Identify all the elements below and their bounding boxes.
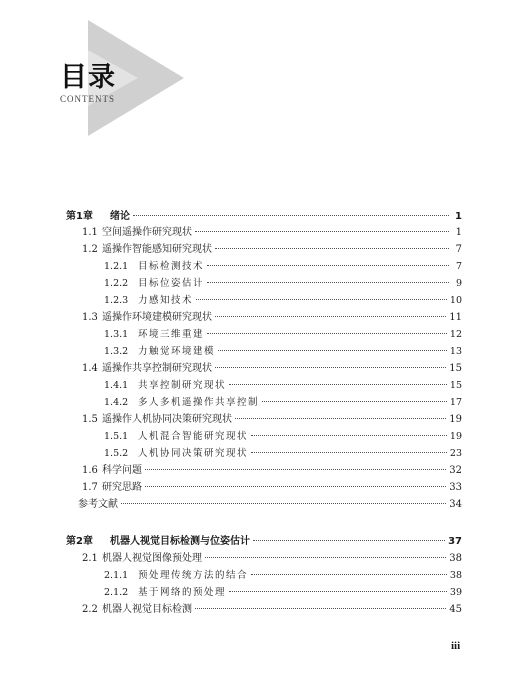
toc-entry-section[interactable]: [82, 310, 462, 326]
toc-entry-page: 7: [455, 261, 462, 272]
toc-entry-page: 38: [449, 570, 462, 581]
toc-entry-sub[interactable]: [104, 568, 462, 584]
toc-entry-page: 38: [449, 553, 462, 564]
toc-entry-sub[interactable]: [104, 344, 462, 360]
toc-entry-page: 12: [449, 329, 462, 340]
toc-entry-number: 1.2.2: [104, 278, 129, 289]
toc-entry-number: 2.1.2: [104, 587, 129, 598]
toc-entry-number: 2.1: [82, 553, 98, 564]
toc-leader-dots: [207, 333, 447, 334]
toc-entry-title: 遥操作环境建模研究现状: [102, 312, 212, 323]
toc-entry-title: 研究思路: [102, 482, 142, 493]
toc-leader-dots: [145, 469, 446, 470]
toc-entry-number: 2.1.1: [104, 570, 129, 581]
toc-entry-page: 45: [449, 604, 462, 615]
toc-entry-sub[interactable]: [104, 327, 462, 343]
toc-entry-page: 15: [449, 363, 462, 374]
toc-entry-title: 预处理传统方法的结合: [138, 570, 249, 581]
toc-entry-title: 遥操作共享控制研究现状: [102, 363, 212, 374]
toc-entry-number: 第2章: [66, 536, 93, 547]
toc-entry-page: 15: [449, 380, 462, 391]
toc-entry-section[interactable]: [82, 412, 462, 428]
page-number: iii: [451, 640, 461, 652]
toc-leader-dots: [262, 401, 447, 402]
toc-entry-title: 科学问题: [102, 465, 142, 476]
toc-entry-title: 机器人视觉目标检测与位姿估计: [110, 536, 250, 547]
toc-leader-dots: [251, 574, 447, 575]
toc-entry-title: 遥操作人机协同决策研究现状: [102, 414, 232, 425]
toc-entry-title: 目标检测技术: [138, 261, 205, 272]
toc-entry-page: 1: [455, 211, 462, 222]
toc-entry-section[interactable]: [82, 480, 462, 496]
page-title: 目录: [60, 62, 116, 93]
toc-entry-page: 7: [455, 244, 462, 255]
toc-leader-dots: [133, 215, 449, 216]
toc-leader-dots: [121, 503, 446, 504]
toc-leader-dots: [251, 435, 447, 436]
toc-entry-title: 基于网络的预处理: [138, 587, 227, 598]
toc-entry-number: 1.4: [82, 363, 98, 374]
toc-entry-title: 空间遥操作研究现状: [102, 227, 192, 238]
toc-leader-dots: [145, 486, 446, 487]
toc-leader-dots: [229, 591, 447, 592]
page-subtitle: CONTENTS: [60, 94, 115, 104]
toc-entry-sub[interactable]: [104, 259, 462, 275]
toc-entry-page: 13: [449, 346, 462, 357]
toc-leader-dots: [229, 384, 447, 385]
toc-entry-sub[interactable]: [104, 276, 462, 292]
toc-entry-sub[interactable]: [104, 446, 462, 462]
toc-entry-page: 17: [449, 397, 462, 408]
toc-entry-number: 1.5.1: [104, 431, 129, 442]
toc-entry-chapter[interactable]: [66, 209, 462, 225]
toc-leader-dots: [195, 608, 446, 609]
toc-entry-title: 人机协同决策研究现状: [138, 448, 249, 459]
toc-entry-section[interactable]: [82, 551, 462, 567]
toc-entry-section[interactable]: [82, 225, 462, 241]
toc-leader-dots: [215, 367, 446, 368]
toc-leader-dots: [196, 299, 447, 300]
toc-leader-dots: [253, 540, 445, 541]
toc-entry-title: 遥操作智能感知研究现状: [102, 244, 212, 255]
toc-entry-number: 1.5.2: [104, 448, 129, 459]
toc-entry-sub[interactable]: [104, 429, 462, 445]
toc-entry-title: 环境三维重建: [138, 329, 205, 340]
toc-entry-page: 23: [449, 448, 462, 459]
toc-entry-title: 多人多机遥操作共享控制: [138, 397, 260, 408]
toc-entry-section[interactable]: [82, 602, 462, 618]
toc-leader-dots: [207, 282, 449, 283]
toc-leader-dots: [235, 418, 446, 419]
toc-entry-title: 机器人视觉目标检测: [102, 604, 192, 615]
toc-leader-dots: [195, 231, 449, 232]
toc-leader-dots: [205, 557, 446, 558]
toc-entry-number: 1.2.3: [104, 295, 129, 306]
toc-entry-number: 1.1: [82, 227, 98, 238]
toc-entry-section[interactable]: [82, 463, 462, 479]
toc-leader-dots: [207, 265, 449, 266]
toc-entry-number: 1.2.1: [104, 261, 129, 272]
toc-entry-number: 第1章: [66, 211, 93, 222]
toc-entry-page: 34: [449, 499, 462, 510]
toc-leader-dots: [215, 248, 449, 249]
toc-leader-dots: [215, 316, 446, 317]
toc-entry-title: 人机混合智能研究现状: [138, 431, 249, 442]
toc-entry-number: 1.3: [82, 312, 98, 323]
toc-entry-page: 39: [449, 587, 462, 598]
toc-entry-number: 1.4.2: [104, 397, 129, 408]
toc-entry-sub[interactable]: [104, 378, 462, 394]
toc-entry-number: 1.3.2: [104, 346, 129, 357]
toc-entry-number: 1.6: [82, 465, 98, 476]
toc-entry-title: 共享控制研究现状: [138, 380, 227, 391]
toc-entry-page: 11: [449, 312, 462, 323]
toc-entry-page: 10: [449, 295, 462, 306]
toc-entry-number: 1.2: [82, 244, 98, 255]
toc-entry-page: 9: [455, 278, 462, 289]
toc-entry-number: 1.4.1: [104, 380, 129, 391]
toc-entry-number: 1.7: [82, 482, 98, 493]
toc-entry-page: 32: [449, 465, 462, 476]
toc-entry-title: 参考文献: [78, 499, 118, 510]
toc-leader-dots: [251, 452, 447, 453]
toc-entry-title: 力触觉环境建模: [138, 346, 216, 357]
toc-entry-chapter[interactable]: [66, 534, 462, 550]
toc-entry-section[interactable]: [82, 361, 462, 377]
toc-entry-number: 2.2: [82, 604, 98, 615]
toc-entry-number: 1.5: [82, 414, 98, 425]
toc-entry-section[interactable]: [82, 242, 462, 258]
toc-entry-page: 19: [449, 414, 462, 425]
toc-leader-dots: [218, 350, 447, 351]
toc-entry-ref[interactable]: [78, 497, 462, 513]
toc-entry-sub[interactable]: [104, 293, 462, 309]
toc-entry-title: 机器人视觉图像预处理: [102, 553, 202, 564]
toc-entry-page: 37: [448, 536, 462, 547]
toc-entry-number: 1.3.1: [104, 329, 129, 340]
toc-entry-sub[interactable]: [104, 585, 462, 601]
toc-entry-title: 力感知技术: [138, 295, 194, 306]
toc-entry-page: 1: [455, 227, 462, 238]
toc-entry-page: 33: [449, 482, 462, 493]
toc-entry-sub[interactable]: [104, 395, 462, 411]
toc-entry-page: 19: [449, 431, 462, 442]
toc-entry-title: 目标位姿估计: [138, 278, 205, 289]
toc-entry-title: 绪论: [110, 211, 130, 222]
